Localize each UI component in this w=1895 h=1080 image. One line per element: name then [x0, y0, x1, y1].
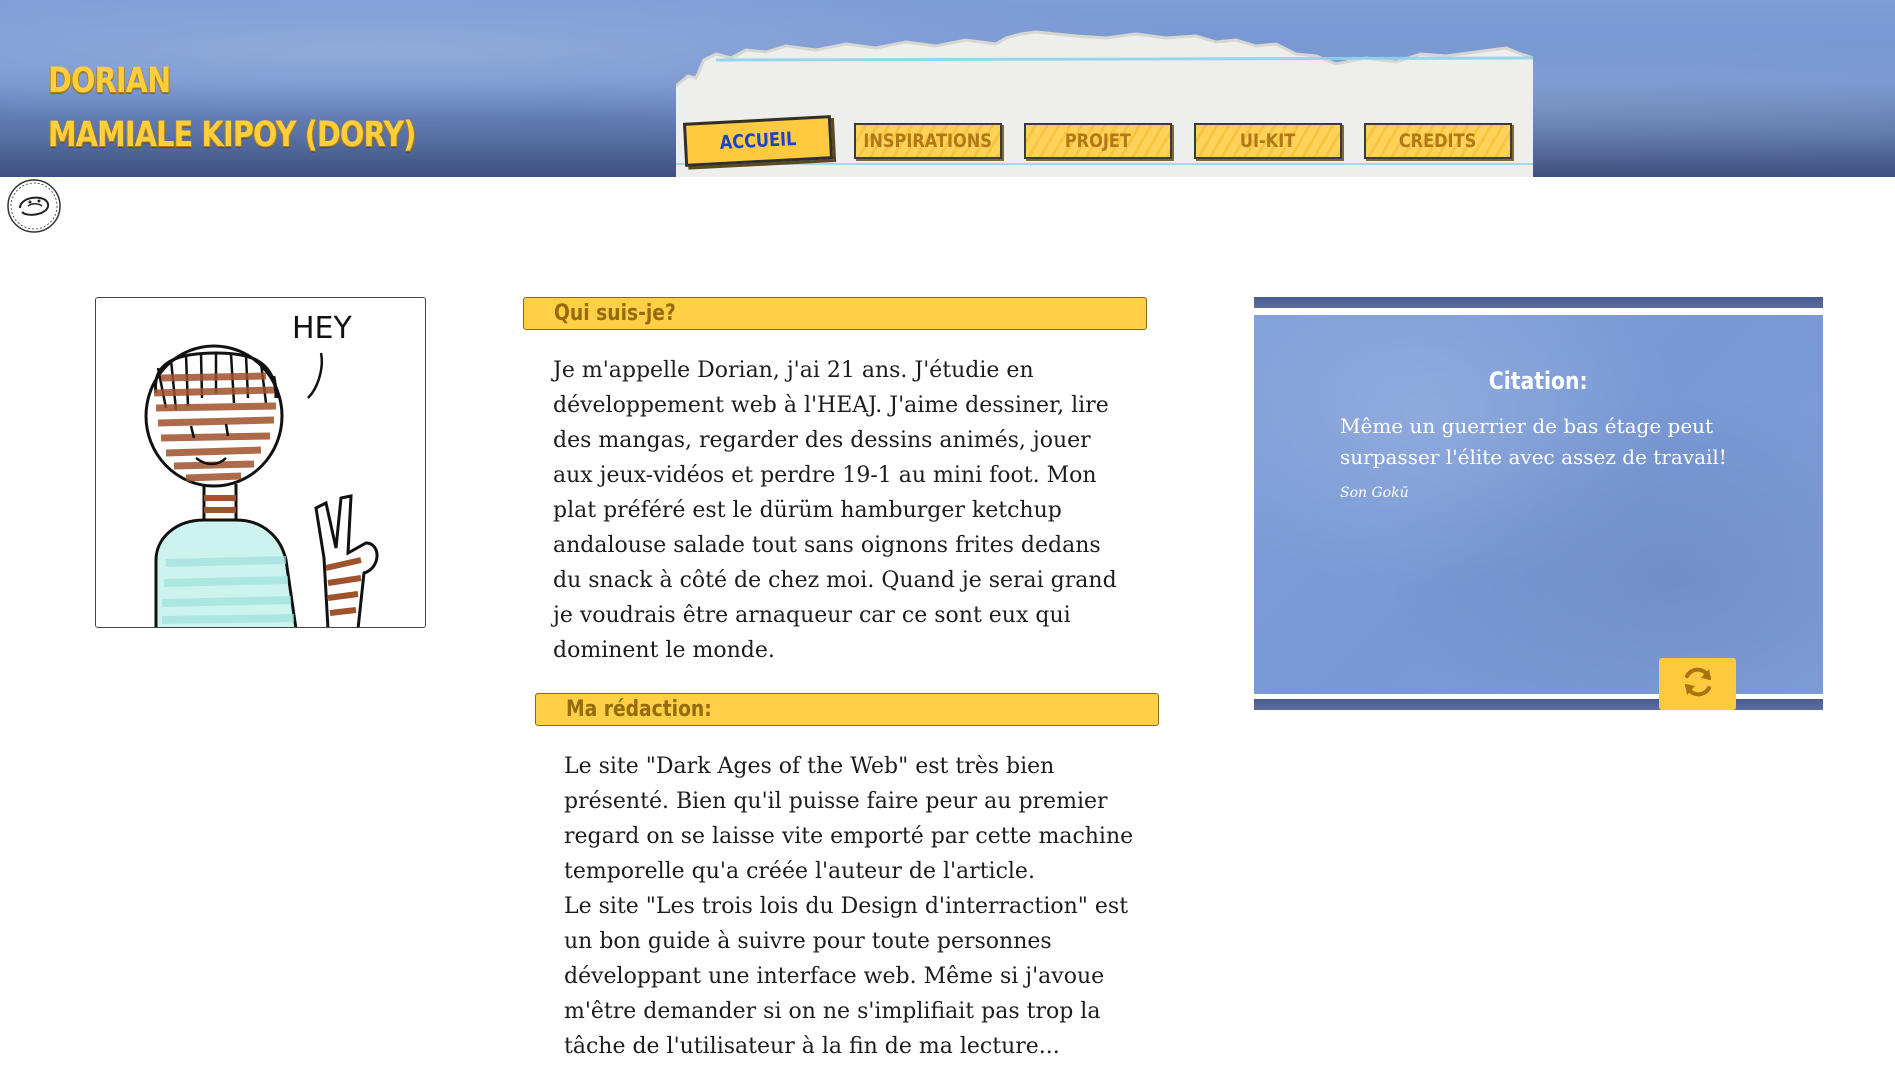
quote-panel-top-bar [1254, 297, 1823, 308]
quote-panel-bottom-bar [1254, 699, 1823, 710]
about-heading: Qui suis-je? [554, 301, 676, 326]
refresh-icon [1679, 663, 1717, 705]
nav-projet[interactable] [1024, 123, 1172, 159]
site-title [48, 54, 416, 162]
main-nav [684, 119, 1524, 167]
nav-inspirations[interactable] [854, 123, 1002, 159]
nav-ui-kit[interactable] [1194, 123, 1342, 159]
redaction-paragraph-1: Le site "Dark Ages of the Web" est très bien présenté. Bien qu'il puisse faire peur au premier regard on se laisse vite emporté par cette machine temporelle qu'a créée l'auteur de l'article. [564, 754, 1134, 884]
site-header [0, 0, 1895, 177]
about-heading-bar [523, 297, 1147, 330]
quote-panel-body [1254, 315, 1823, 694]
about-text-block [553, 353, 1133, 668]
nav-inspirations-label: INSPIRATIONS [863, 130, 993, 152]
nav-credits-label: CREDITS [1399, 130, 1477, 152]
site-title-line1: DORIAN [48, 61, 171, 101]
redaction-paragraph-2: Le site "Les trois lois du Design d'interraction" est un bon guide à suivre pour toute personnes développant une interface web. Même si j'avoue m'être demander si on ne s'implifiait pas trop la tâche de l'utilisateur à la fin de ma lecture... [564, 894, 1129, 1059]
nav-ui-kit-label: UI-KIT [1240, 130, 1296, 152]
nav-accueil[interactable] [683, 115, 833, 167]
quote-title-text: Citation: [1489, 367, 1588, 395]
about-text: Je m'appelle Dorian, j'ai 21 ans. J'étudie en développement web à l'HEAJ. J'aime dessiner, lire des mangas, regarder des dessins animés, jouer aux jeux-vidéos et perdre 19-1 au mini foot. Mon plat préféré est le dürüm hamburger ketchup andalouse salade tout sans oignons frites dedans du snack à côté de chez moi. Quand je serai grand je voudrais être arnaqueur car ce sont eux qui dominent le monde. [553, 358, 1117, 663]
face-doodle-icon[interactable] [6, 178, 62, 234]
redaction-heading-bar [535, 693, 1159, 726]
nav-accueil-label: ACCUEIL [719, 128, 797, 154]
quote-author: Son Gokū [1340, 485, 1409, 501]
redaction-text-block [564, 749, 1144, 1064]
quote-text: Même un guerrier de bas étage peut surpasser l'élite avec assez de travail! [1340, 414, 1727, 469]
refresh-quote-button[interactable] [1659, 658, 1736, 710]
quote-panel [1254, 297, 1823, 710]
redaction-heading: Ma rédaction: [566, 697, 712, 722]
nav-credits[interactable] [1364, 123, 1512, 159]
avatar-speech: HEY [292, 311, 352, 346]
nav-projet-label: PROJET [1064, 130, 1132, 152]
site-title-line2: MAMIALE KIPOY (DORY) [48, 115, 416, 155]
avatar-drawing [95, 297, 426, 628]
quote-title [1254, 367, 1823, 395]
